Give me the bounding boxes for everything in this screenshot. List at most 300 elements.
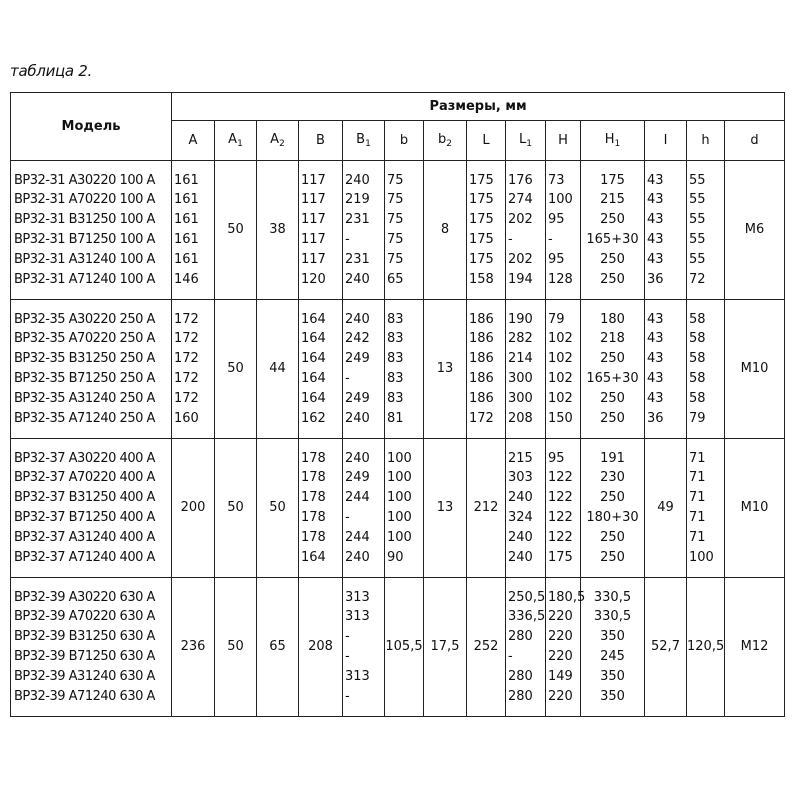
- model-name: ВР32-35 В71250 250 А: [14, 371, 155, 386]
- table-row: [11, 439, 785, 578]
- cell-value: 36: [647, 410, 664, 426]
- value-cell: [546, 300, 581, 439]
- cell-value: 186: [469, 331, 494, 347]
- cell-value: 178: [301, 470, 326, 486]
- cell-value: 214: [508, 351, 533, 367]
- column-header: [257, 120, 299, 160]
- cell-value: 164: [301, 371, 326, 386]
- cell-value: 102: [548, 351, 573, 367]
- value-cell: [687, 300, 725, 439]
- cell-value: 191: [600, 450, 625, 466]
- column-header: [172, 120, 215, 160]
- cell-value: 190: [508, 311, 533, 327]
- cell-value: 230: [600, 470, 625, 486]
- cell-value: 175: [600, 172, 625, 188]
- cell-value: 146: [174, 271, 199, 287]
- value-cell: [257, 161, 299, 300]
- column-header-subscript: 1: [614, 138, 621, 149]
- value-cell: [385, 439, 424, 578]
- cell-value: 117: [301, 232, 326, 247]
- cell-value: 250: [600, 251, 625, 267]
- cell-value: 172: [174, 351, 199, 367]
- cell-value: 79: [689, 410, 706, 426]
- cell-value: 231: [345, 212, 370, 228]
- cell-value: 303: [508, 470, 533, 486]
- cell-value: 194: [508, 271, 533, 287]
- value-cell: [172, 300, 215, 439]
- cell-value: 161: [174, 172, 199, 188]
- model-cell: [11, 161, 172, 300]
- model-name: ВР32-37 В31250 400 А: [14, 490, 155, 506]
- value-cell: [645, 300, 687, 439]
- model-cell: [11, 300, 172, 439]
- cell-value: 55: [689, 192, 706, 208]
- cell-value: 117: [301, 251, 326, 267]
- cell-value: 100: [387, 510, 412, 525]
- cell-value: 160: [174, 410, 199, 426]
- cell-value: 43: [647, 251, 664, 267]
- value-cell: [215, 300, 257, 439]
- column-header-subscript: 1: [526, 138, 532, 149]
- value-cell: [725, 161, 785, 300]
- cell-value: 90: [387, 549, 404, 565]
- cell-value: 161: [174, 251, 199, 267]
- cell-value: 240: [345, 410, 370, 426]
- cell-value: -: [345, 510, 350, 525]
- model-name: ВР32-31 В71250 100 А: [14, 232, 155, 247]
- cell-value: 164: [301, 351, 326, 367]
- cell-value: 250,5: [508, 589, 546, 605]
- cell-value: 180: [600, 311, 625, 327]
- cell-value: 43: [647, 232, 664, 247]
- model-name: ВР32-31 В31250 100 А: [14, 212, 155, 228]
- cell-value: 178: [301, 529, 326, 545]
- cell-value: -: [508, 649, 513, 664]
- cell-value: 83: [387, 311, 404, 327]
- value-cell: [343, 300, 385, 439]
- cell-value: 58: [689, 331, 706, 347]
- cell-value: 100: [387, 470, 412, 486]
- cell-value: 300: [508, 390, 533, 406]
- cell-value: -: [345, 649, 350, 664]
- column-header: [343, 120, 385, 160]
- cell-value: 71: [689, 510, 706, 525]
- cell-value: 250: [600, 529, 625, 545]
- column-header-subscript: 1: [237, 138, 243, 149]
- cell-value: 240: [345, 271, 370, 287]
- cell-value: 81: [387, 410, 404, 426]
- column-header-label: L: [482, 132, 490, 148]
- model-name: ВР32-39 А30220 630 А: [14, 589, 155, 605]
- value-cell: [385, 578, 424, 717]
- cell-value: 280: [508, 629, 533, 645]
- cell-value: 100: [387, 450, 412, 466]
- cell-value: М6: [744, 222, 765, 238]
- model-name: ВР32-37 А70220 400 А: [14, 470, 155, 486]
- cell-value: 83: [387, 390, 404, 406]
- cell-value: 100: [387, 490, 412, 506]
- cell-value: 164: [301, 390, 326, 406]
- column-header-label: B: [356, 131, 366, 147]
- cell-value: 236: [180, 639, 206, 655]
- table-body: [11, 161, 785, 717]
- cell-value: 50: [227, 222, 244, 238]
- cell-value: 161: [174, 232, 199, 247]
- cell-value: 178: [301, 510, 326, 525]
- cell-value: 79: [548, 311, 565, 327]
- cell-value: 117: [301, 192, 326, 208]
- value-cell: [581, 161, 645, 300]
- value-cell: [257, 300, 299, 439]
- cell-value: 212: [473, 500, 499, 516]
- value-cell: [506, 439, 546, 578]
- cell-value: 161: [174, 192, 199, 208]
- value-cell: [424, 578, 467, 717]
- model-name: ВР32-35 А31240 250 А: [14, 390, 155, 406]
- cell-value: 120: [301, 271, 326, 287]
- cell-value: 75: [387, 232, 404, 247]
- cell-value: 49: [657, 500, 674, 516]
- cell-value: 172: [174, 390, 199, 406]
- cell-value: 175: [469, 232, 494, 247]
- cell-value: 220: [548, 629, 573, 645]
- cell-value: 208: [308, 639, 333, 655]
- value-cell: [645, 439, 687, 578]
- column-header-label: I: [663, 132, 668, 148]
- cell-value: 215: [600, 192, 625, 208]
- cell-value: 220: [548, 609, 573, 625]
- cell-value: 249: [345, 351, 370, 367]
- cell-value: 8: [440, 222, 450, 238]
- cell-value: 43: [647, 212, 664, 228]
- value-cell: [257, 439, 299, 578]
- cell-value: 240: [508, 490, 533, 506]
- column-header-subscript: 2: [279, 138, 285, 149]
- cell-value: 218: [600, 331, 625, 347]
- value-cell: [581, 578, 645, 717]
- cell-value: 178: [301, 450, 326, 466]
- cell-value: 164: [301, 549, 326, 565]
- value-cell: [343, 578, 385, 717]
- value-cell: [645, 578, 687, 717]
- cell-value: 102: [548, 390, 573, 406]
- cell-value: 65: [269, 639, 286, 655]
- cell-value: 52,7: [651, 639, 680, 655]
- cell-value: 240: [508, 549, 533, 565]
- value-cell: [581, 439, 645, 578]
- cell-value: 55: [689, 232, 706, 247]
- value-cell: [467, 578, 506, 717]
- cell-value: 105,5: [385, 639, 423, 655]
- cell-value: 175: [469, 212, 494, 228]
- value-cell: [299, 300, 343, 439]
- cell-value: 164: [301, 331, 326, 347]
- cell-value: 71: [689, 529, 706, 545]
- value-cell: [385, 300, 424, 439]
- cell-value: 176: [508, 172, 533, 188]
- cell-value: 172: [469, 410, 494, 426]
- value-cell: [546, 578, 586, 717]
- cell-value: 250: [600, 390, 625, 406]
- cell-value: 71: [689, 450, 706, 466]
- cell-value: 50: [227, 361, 244, 377]
- model-name: ВР32-35 А30220 250 А: [14, 311, 155, 327]
- cell-value: -: [508, 232, 513, 247]
- cell-value: М10: [740, 500, 769, 516]
- model-name: ВР32-31 А31240 100 А: [14, 251, 155, 267]
- column-header-label: A: [228, 131, 238, 147]
- cell-value: 71: [689, 490, 706, 506]
- model-name: ВР32-35 А71240 250 А: [14, 410, 155, 426]
- model-name: ВР32-37 А31240 400 А: [14, 529, 155, 545]
- cell-value: 240: [508, 529, 533, 545]
- value-cell: [645, 161, 687, 300]
- cell-value: 172: [174, 371, 199, 386]
- cell-value: 55: [689, 212, 706, 228]
- cell-value: 43: [647, 192, 664, 208]
- cell-value: 165+30: [586, 371, 639, 386]
- value-cell: [467, 161, 506, 300]
- column-header-label: B: [316, 132, 325, 148]
- value-cell: [546, 439, 581, 578]
- column-header: [546, 120, 581, 160]
- cell-value: 95: [548, 450, 565, 466]
- cell-value: 350: [600, 668, 625, 684]
- cell-value: 38: [269, 222, 286, 238]
- model-name: ВР32-39 А70220 630 А: [14, 609, 155, 625]
- column-header-subscript: 2: [446, 138, 452, 149]
- cell-value: 83: [387, 331, 404, 347]
- model-name: ВР32-39 В71250 630 А: [14, 649, 155, 664]
- cell-value: 75: [387, 192, 404, 208]
- model-name: ВР32-35 В31250 250 А: [14, 351, 155, 367]
- cell-value: 36: [647, 271, 664, 287]
- value-cell: [725, 300, 785, 439]
- cell-value: 250: [600, 549, 625, 565]
- cell-value: 71: [689, 470, 706, 486]
- cell-value: 95: [548, 251, 565, 267]
- value-cell: [687, 439, 725, 578]
- column-header: [467, 120, 506, 160]
- column-header-label: H: [604, 131, 615, 147]
- cell-value: 324: [508, 510, 533, 525]
- value-cell: [424, 439, 467, 578]
- cell-value: 202: [508, 251, 533, 267]
- cell-value: 252: [473, 639, 499, 655]
- model-cell: [11, 578, 172, 717]
- value-cell: [687, 161, 725, 300]
- model-name: ВР32-39 В31250 630 А: [14, 629, 155, 645]
- cell-value: 117: [301, 172, 326, 188]
- cell-value: 120,5: [687, 639, 725, 655]
- cell-value: 162: [301, 410, 326, 426]
- cell-value: 122: [548, 490, 573, 506]
- column-header-label: d: [750, 132, 759, 148]
- cell-value: 43: [647, 172, 664, 188]
- value-cell: [172, 439, 215, 578]
- cell-value: 58: [689, 390, 706, 406]
- cell-value: -: [345, 371, 350, 386]
- cell-value: 250: [600, 410, 625, 426]
- cell-value: 180,5: [548, 589, 586, 605]
- cell-value: М10: [740, 361, 769, 377]
- value-cell: [687, 578, 725, 717]
- cell-value: 180+30: [586, 510, 639, 525]
- value-cell: [299, 439, 343, 578]
- cell-value: 17,5: [430, 639, 460, 655]
- cell-value: 43: [647, 371, 664, 386]
- value-cell: [467, 300, 506, 439]
- cell-value: 350: [600, 629, 625, 645]
- cell-value: 122: [548, 470, 573, 486]
- cell-value: 83: [387, 371, 404, 386]
- column-header: [581, 120, 645, 160]
- cell-value: 13: [436, 361, 454, 377]
- column-header: [725, 120, 785, 160]
- cell-value: 219: [345, 192, 370, 208]
- cell-value: 175: [469, 251, 494, 267]
- cell-value: 83: [387, 351, 404, 367]
- cell-value: 186: [469, 390, 494, 406]
- cell-value: 336,5: [508, 609, 546, 625]
- model-cell: [11, 439, 172, 578]
- cell-value: 50: [227, 500, 244, 516]
- cell-value: 72: [689, 271, 706, 287]
- column-header: [645, 120, 687, 160]
- cell-value: 117: [301, 212, 326, 228]
- cell-value: 55: [689, 251, 706, 267]
- value-cell: [299, 578, 343, 717]
- column-header: [299, 120, 343, 160]
- dimensions-table: [10, 92, 785, 717]
- value-cell: [215, 439, 257, 578]
- cell-value: 175: [469, 172, 494, 188]
- cell-value: 175: [548, 549, 573, 565]
- cell-value: 50: [227, 639, 244, 655]
- cell-value: 161: [174, 212, 199, 228]
- cell-value: 280: [508, 688, 533, 704]
- value-cell: [343, 439, 385, 578]
- model-name: ВР32-37 А30220 400 А: [14, 450, 155, 466]
- column-header-label: L: [519, 131, 527, 147]
- model-name: ВР32-31 А70220 100 А: [14, 192, 155, 208]
- cell-value: 58: [689, 351, 706, 367]
- cell-value: 250: [600, 212, 625, 228]
- cell-value: -: [548, 232, 553, 247]
- cell-value: 128: [548, 271, 573, 287]
- value-cell: [172, 161, 215, 300]
- value-cell: [424, 161, 467, 300]
- value-cell: [385, 161, 424, 300]
- value-cell: [725, 439, 785, 578]
- value-cell: [581, 300, 645, 439]
- cell-value: 313: [345, 589, 370, 605]
- cell-value: 95: [548, 212, 565, 228]
- cell-value: 65: [387, 271, 404, 287]
- cell-value: 274: [508, 192, 533, 208]
- column-header-label: b: [438, 131, 447, 147]
- cell-value: 242: [345, 331, 370, 347]
- cell-value: 100: [548, 192, 573, 208]
- value-cell: [506, 300, 546, 439]
- value-cell: [725, 578, 785, 717]
- cell-value: М12: [740, 639, 769, 655]
- cell-value: 231: [345, 251, 370, 267]
- cell-value: 50: [269, 500, 286, 516]
- cell-value: 282: [508, 331, 533, 347]
- cell-value: 158: [469, 271, 494, 287]
- value-cell: [546, 161, 581, 300]
- table-row: [11, 300, 785, 439]
- value-cell: [424, 300, 467, 439]
- cell-value: 245: [600, 649, 625, 664]
- value-cell: [257, 578, 299, 717]
- cell-value: 220: [548, 649, 573, 664]
- model-name: ВР32-31 А71240 100 А: [14, 271, 155, 287]
- cell-value: 164: [301, 311, 326, 327]
- cell-value: 240: [345, 549, 370, 565]
- cell-value: 350: [600, 688, 625, 704]
- column-header: [215, 120, 257, 160]
- cell-value: 13: [436, 500, 454, 516]
- value-cell: [506, 578, 546, 717]
- cell-value: 165+30: [586, 232, 639, 247]
- value-cell: [172, 578, 215, 717]
- cell-value: 75: [387, 212, 404, 228]
- column-header: [385, 120, 424, 160]
- cell-value: 330,5: [593, 589, 632, 605]
- cell-value: 330,5: [593, 609, 632, 625]
- model-column-header: Модель: [11, 93, 172, 161]
- column-header: [424, 120, 467, 160]
- cell-value: 244: [345, 490, 370, 506]
- cell-value: 313: [345, 668, 370, 684]
- cell-value: 175: [469, 192, 494, 208]
- cell-value: 186: [469, 351, 494, 367]
- model-name: ВР32-39 А71240 630 А: [14, 688, 155, 704]
- cell-value: -: [345, 688, 350, 704]
- cell-value: 186: [469, 311, 494, 327]
- cell-value: 208: [508, 410, 533, 426]
- cell-value: 215: [508, 450, 533, 466]
- cell-value: 43: [647, 351, 664, 367]
- column-header-label: h: [701, 132, 710, 148]
- column-header-label: A: [270, 131, 280, 147]
- cell-value: 75: [387, 251, 404, 267]
- cell-value: 43: [647, 311, 664, 327]
- cell-value: 250: [600, 351, 625, 367]
- cell-value: 75: [387, 172, 404, 188]
- cell-value: 249: [345, 390, 370, 406]
- cell-value: 122: [548, 529, 573, 545]
- cell-value: 55: [689, 172, 706, 188]
- value-cell: [299, 161, 343, 300]
- cell-value: 313: [345, 609, 370, 625]
- cell-value: 240: [345, 311, 370, 327]
- value-cell: [215, 578, 257, 717]
- column-header-label: A: [188, 132, 198, 148]
- column-header: [506, 120, 546, 160]
- value-cell: [467, 439, 506, 578]
- cell-value: 100: [387, 529, 412, 545]
- cell-value: 43: [647, 331, 664, 347]
- cell-value: 280: [508, 668, 533, 684]
- model-name: ВР32-35 А70220 250 А: [14, 331, 155, 347]
- cell-value: -: [345, 232, 350, 247]
- cell-value: 240: [345, 450, 370, 466]
- cell-value: 150: [548, 410, 573, 426]
- cell-value: 58: [689, 371, 706, 386]
